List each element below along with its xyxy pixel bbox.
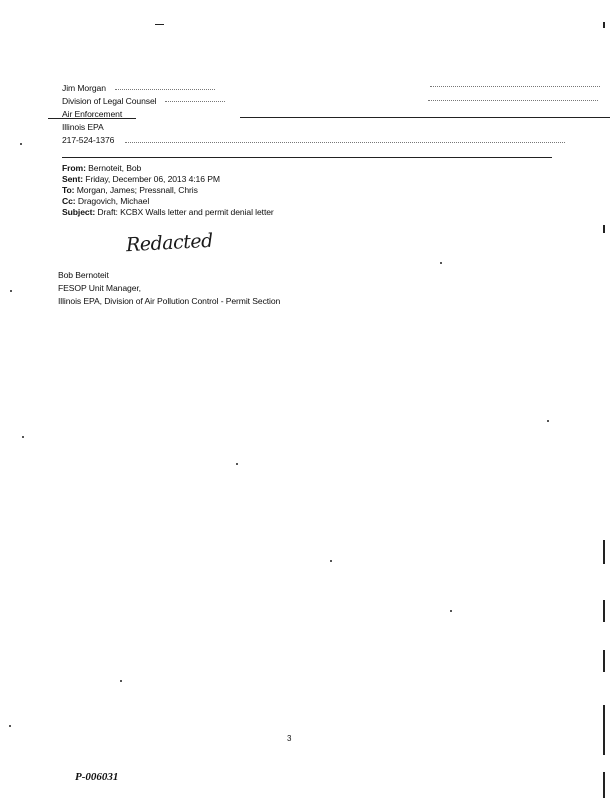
subject-label: Subject: bbox=[62, 207, 96, 217]
edge-mark-3 bbox=[603, 540, 605, 564]
to-value: Morgan, James; Pressnall, Chris bbox=[76, 185, 198, 195]
to-row bbox=[62, 185, 198, 196]
sender-org: Illinois EPA, Division of Air Pollution Control - Permit Section bbox=[58, 296, 281, 306]
scan-dots-2 bbox=[430, 86, 600, 87]
signature-phone: 217-524-1376 bbox=[62, 135, 115, 145]
edge-mark-6 bbox=[603, 705, 605, 755]
signature-division: Division of Legal Counsel bbox=[62, 96, 157, 106]
speck bbox=[330, 560, 332, 562]
cc-row bbox=[62, 196, 149, 207]
edge-mark-5 bbox=[603, 650, 605, 672]
signature-agency: Illinois EPA bbox=[62, 122, 104, 132]
speck bbox=[450, 610, 452, 612]
speck bbox=[20, 143, 22, 145]
scan-dots-4 bbox=[428, 100, 598, 101]
bates-number: P-006031 bbox=[75, 771, 119, 783]
edge-mark-7 bbox=[603, 772, 605, 798]
speck bbox=[22, 436, 24, 438]
signature-name: Jim Morgan bbox=[62, 83, 106, 93]
page-number: 3 bbox=[287, 734, 292, 743]
from-value: Bernoteit, Bob bbox=[88, 163, 142, 173]
speck bbox=[547, 420, 549, 422]
from-label: From: bbox=[62, 163, 86, 173]
sent-value: Friday, December 06, 2013 4:16 PM bbox=[85, 174, 220, 184]
speck bbox=[120, 680, 122, 682]
scan-dots-3 bbox=[165, 101, 225, 102]
edge-mark-2 bbox=[603, 225, 605, 233]
header-separator bbox=[62, 157, 552, 158]
scan-dots-1 bbox=[115, 89, 215, 90]
speck bbox=[236, 463, 238, 465]
signature-unit: Air Enforcement bbox=[62, 109, 123, 119]
scan-mark-top bbox=[155, 24, 164, 25]
sender-title: FESOP Unit Manager, bbox=[58, 283, 141, 293]
edge-mark-1 bbox=[603, 22, 605, 28]
scan-dots-5 bbox=[125, 142, 565, 143]
speck bbox=[440, 262, 442, 264]
speck bbox=[10, 290, 12, 292]
from-row bbox=[62, 163, 141, 174]
redacted-handwriting: Redacted bbox=[125, 229, 214, 257]
sent-row bbox=[62, 174, 220, 185]
sent-label: Sent: bbox=[62, 174, 83, 184]
sender-name: Bob Bernoteit bbox=[58, 270, 109, 280]
scan-rule-main bbox=[240, 117, 610, 118]
cc-label: Cc: bbox=[62, 196, 76, 206]
cc-value: Dragovich, Michael bbox=[77, 196, 150, 206]
subject-row bbox=[62, 207, 274, 218]
edge-mark-4 bbox=[603, 600, 605, 622]
subject-value: Draft: KCBX Walls letter and permit denial letter bbox=[97, 207, 274, 217]
speck bbox=[9, 725, 11, 727]
to-label: To: bbox=[62, 185, 75, 195]
